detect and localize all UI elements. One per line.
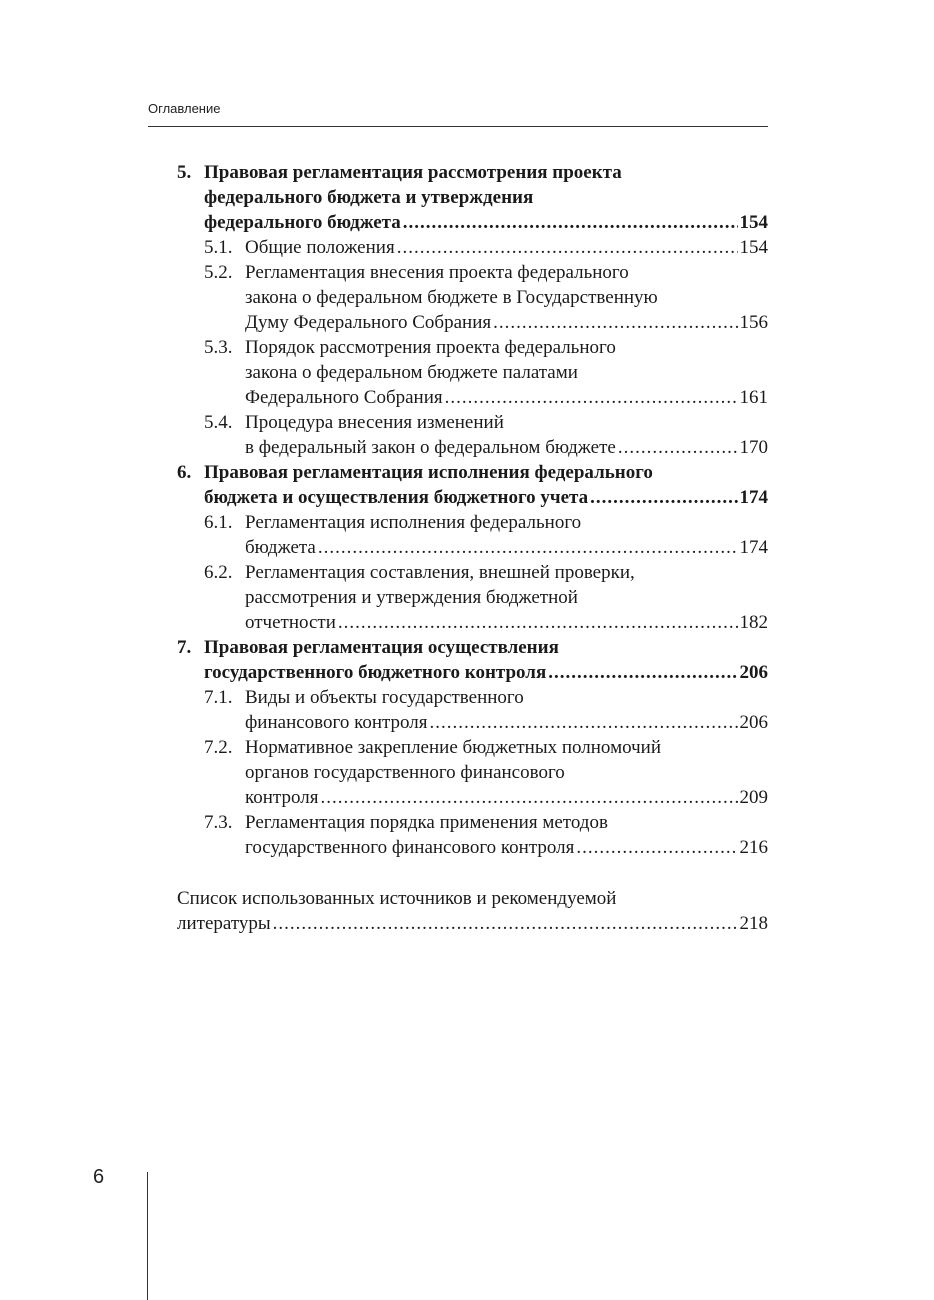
section-title-line: государственного финансового контроля: [245, 837, 575, 858]
page-ref: 161: [739, 387, 768, 408]
toc-section-5-2[interactable]: [177, 260, 768, 335]
page-ref: 154: [739, 212, 768, 233]
chapter-number: 7.: [177, 637, 192, 658]
page-ref: 182: [739, 612, 768, 633]
dot-leader: [320, 785, 737, 810]
section-title-line: Общие положения: [245, 237, 395, 258]
section-title-line: Думу Федерального Собрания: [245, 312, 492, 333]
page-ref: 216: [739, 837, 768, 858]
toc-section-5-3[interactable]: [177, 335, 768, 410]
chapter-number: 6.: [177, 462, 192, 483]
chapter-title-line: Правовая регламентация рассмотрения проекта: [204, 162, 622, 183]
bibliography-title-line: литературы: [177, 913, 271, 934]
margin-rule: [147, 1172, 148, 1300]
toc-chapter-6[interactable]: [177, 460, 768, 510]
section-title-line: Процедура внесения изменений: [245, 412, 504, 433]
page-ref: 206: [739, 712, 768, 733]
section-title-line: Регламентация исполнения федерального: [245, 512, 582, 533]
section-title-line: органов государственного финансового: [245, 762, 565, 783]
spacer: [177, 860, 768, 886]
page-ref: 209: [739, 787, 768, 808]
section-number: 7.3.: [204, 812, 233, 833]
chapter-title-line: Правовая регламентация осуществления: [204, 637, 559, 658]
page-ref: 170: [739, 437, 768, 458]
section-title-line: Регламентация порядка применения методов: [245, 812, 608, 833]
table-of-contents: [177, 160, 768, 936]
toc-chapter-7[interactable]: [177, 635, 768, 685]
chapter-title-line: Правовая регламентация исполнения федерального: [204, 462, 653, 483]
dot-leader: [445, 385, 738, 410]
dot-leader: [576, 835, 737, 860]
section-number: 5.2.: [204, 262, 233, 283]
dot-leader: [338, 610, 738, 635]
section-number: 5.3.: [204, 337, 233, 358]
chapter-title-line: федерального бюджета и утверждения: [204, 187, 534, 208]
section-number: 5.1.: [204, 237, 233, 258]
toc-line: [177, 160, 768, 185]
section-title-line: отчетности: [245, 612, 336, 633]
page-ref: 174: [739, 537, 768, 558]
bibliography-title-line: Список использованных источников и рекомендуемой: [177, 888, 617, 909]
toc-section-7-1[interactable]: [177, 685, 768, 735]
section-title-line: финансового контроля: [245, 712, 428, 733]
dot-leader: [548, 660, 737, 685]
toc-section-5-4[interactable]: [177, 410, 768, 460]
dot-leader: [618, 435, 738, 460]
toc-bibliography[interactable]: [177, 886, 768, 936]
chapter-number: 5.: [177, 162, 192, 183]
page-ref: 174: [739, 487, 768, 508]
dot-leader: [430, 710, 738, 735]
page-ref: 218: [739, 913, 768, 934]
header-rule: [148, 126, 768, 127]
page-ref: 156: [739, 312, 768, 333]
section-title-line: в федеральный закон о федеральном бюджете: [245, 437, 616, 458]
toc-section-7-3[interactable]: [177, 810, 768, 860]
section-title-line: рассмотрения и утверждения бюджетной: [245, 587, 578, 608]
section-number: 5.4.: [204, 412, 233, 433]
section-title-line: бюджета: [245, 537, 316, 558]
dot-leader: [273, 911, 738, 936]
chapter-title-line: государственного бюджетного контроля: [204, 662, 547, 683]
dot-leader: [403, 210, 738, 235]
page-ref: 206: [739, 662, 768, 683]
dot-leader: [590, 485, 737, 510]
page-ref: 154: [739, 237, 768, 258]
section-number: 6.1.: [204, 512, 233, 533]
dot-leader: [397, 235, 738, 260]
section-title-line: закона о федеральном бюджете в Государственную: [245, 287, 658, 308]
section-title-line: Федерального Собрания: [245, 387, 443, 408]
toc-line: [177, 210, 768, 235]
section-title-line: контроля: [245, 787, 319, 808]
section-title-line: Регламентация внесения проекта федерального: [245, 262, 629, 283]
section-number: 7.1.: [204, 687, 233, 708]
toc-section-6-1[interactable]: [177, 510, 768, 560]
chapter-title-line: федерального бюджета: [204, 212, 401, 233]
chapter-title-line: бюджета и осуществления бюджетного учета: [204, 487, 589, 508]
section-title-line: Порядок рассмотрения проекта федерального: [245, 337, 616, 358]
section-title-line: Регламентация составления, внешней проверки,: [245, 562, 635, 583]
toc-line: [177, 185, 768, 210]
toc-section-5-1[interactable]: [177, 235, 768, 260]
section-number: 6.2.: [204, 562, 233, 583]
toc-chapter-5[interactable]: [177, 160, 768, 235]
section-title-line: Виды и объекты государственного: [245, 687, 524, 708]
page-number: 6: [93, 1166, 105, 1188]
running-head: Оглавление: [148, 101, 221, 116]
section-title-line: Нормативное закрепление бюджетных полномочий: [245, 737, 661, 758]
dot-leader: [493, 310, 737, 335]
toc-section-7-2[interactable]: [177, 735, 768, 810]
section-number: 7.2.: [204, 737, 233, 758]
dot-leader: [318, 535, 738, 560]
section-title-line: закона о федеральном бюджете палатами: [245, 362, 578, 383]
toc-section-6-2[interactable]: [177, 560, 768, 635]
